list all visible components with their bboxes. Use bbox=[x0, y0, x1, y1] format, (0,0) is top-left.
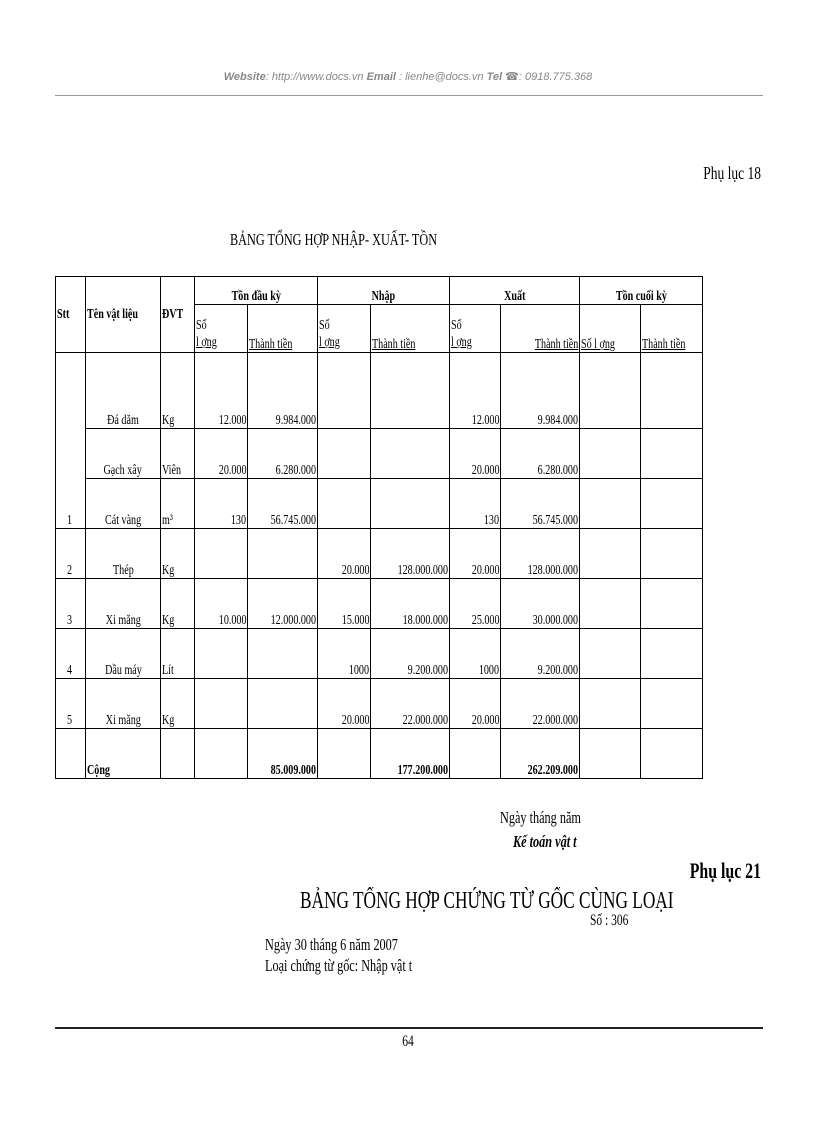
tel-label: Tel bbox=[486, 71, 503, 83]
appendix-18-label: Phụ lục 18 bbox=[703, 163, 761, 183]
cell-stt: 3 bbox=[56, 579, 86, 629]
cell-stt: 1 bbox=[56, 479, 86, 529]
cell-open-amt: 9.984.000 bbox=[248, 353, 318, 429]
cell-in-qty: 1000 bbox=[318, 629, 371, 679]
cell-in-amt: 9.200.000 bbox=[371, 629, 450, 679]
cell-stt bbox=[56, 353, 86, 429]
signature-role: Kế toán vật t bbox=[513, 832, 577, 851]
table-row bbox=[56, 429, 703, 479]
header-unit: ĐVT bbox=[161, 277, 195, 353]
cell-name: Thép bbox=[86, 529, 161, 579]
cell-closing bbox=[580, 479, 641, 529]
tel-value: ☎: 0918.775.368 bbox=[502, 71, 593, 83]
cell-out-qty: 20.000 bbox=[450, 529, 501, 579]
cell-unit: m³ bbox=[161, 479, 195, 529]
cell-out-qty: 20.000 bbox=[450, 429, 501, 479]
subheader-amount: Thành tiền bbox=[641, 305, 703, 353]
header-divider bbox=[55, 95, 763, 96]
signature-date: Ngày tháng năm bbox=[500, 808, 581, 827]
cell-in-amt bbox=[371, 429, 450, 479]
cell-in-amt: 18.000.000 bbox=[371, 579, 450, 629]
cell-unit: Kg bbox=[161, 679, 195, 729]
table-title: BẢNG TỔNG HỢP NHẬP- XUẤT- TỒN bbox=[230, 230, 438, 249]
cell-open-qty: 130 bbox=[195, 479, 248, 529]
total-label: Cộng bbox=[86, 729, 161, 779]
cell-open-qty bbox=[195, 629, 248, 679]
total-opening-amount: 85.009.000 bbox=[248, 729, 318, 779]
cell-open-amt bbox=[248, 529, 318, 579]
header-material-name: Tên vật liệu bbox=[86, 277, 161, 353]
email-value: : lienhe@docs.vn bbox=[395, 71, 487, 83]
cell-unit: Kg bbox=[161, 579, 195, 629]
cell-stt bbox=[56, 429, 86, 479]
page-header bbox=[0, 70, 816, 83]
cell-open-amt: 6.280.000 bbox=[248, 429, 318, 479]
website-value: : http://www.docs.vn bbox=[265, 71, 367, 83]
cell-out-qty: 20.000 bbox=[450, 679, 501, 729]
header-closing-balance: Tồn cuối kỳ bbox=[580, 277, 703, 305]
total-unit-cell bbox=[161, 729, 195, 779]
email-label: Email bbox=[366, 71, 396, 83]
total-cell bbox=[195, 729, 248, 779]
cell-unit: Viên bbox=[161, 429, 195, 479]
page-number: 64 bbox=[402, 1033, 414, 1050]
document-date: Ngày 30 tháng 6 năm 2007 bbox=[265, 935, 398, 954]
cell-open-amt bbox=[248, 679, 318, 729]
subheader-quantity: Số l ợng bbox=[195, 305, 248, 353]
cell-closing bbox=[641, 579, 703, 629]
footer-divider bbox=[55, 1027, 763, 1029]
total-cell bbox=[318, 729, 371, 779]
subheader-quantity: Số l ợng bbox=[580, 305, 641, 353]
document-number: Số : 306 bbox=[590, 912, 629, 929]
cell-open-qty bbox=[195, 529, 248, 579]
header-stt: Stt bbox=[56, 277, 86, 353]
cell-in-qty bbox=[318, 353, 371, 429]
cell-closing bbox=[641, 353, 703, 429]
subheader-amount: Thành tiền bbox=[371, 305, 450, 353]
cell-unit: Kg bbox=[161, 353, 195, 429]
cell-in-amt: 128.000.000 bbox=[371, 529, 450, 579]
cell-closing bbox=[641, 529, 703, 579]
header-receipts: Nhập bbox=[318, 277, 450, 305]
cell-out-amt: 30.000.000 bbox=[501, 579, 580, 629]
website-label: Website bbox=[223, 71, 266, 83]
cell-in-qty bbox=[318, 429, 371, 479]
table-row bbox=[56, 629, 703, 679]
cell-in-qty bbox=[318, 479, 371, 529]
cell-open-amt: 12.000.000 bbox=[248, 579, 318, 629]
header-issues: Xuất bbox=[450, 277, 580, 305]
cell-out-amt: 9.200.000 bbox=[501, 629, 580, 679]
cell-closing bbox=[641, 429, 703, 479]
cell-name: Xi măng bbox=[86, 679, 161, 729]
cell-stt: 5 bbox=[56, 679, 86, 729]
table-row bbox=[56, 579, 703, 629]
total-cell bbox=[450, 729, 501, 779]
cell-closing bbox=[580, 353, 641, 429]
cell-out-qty: 130 bbox=[450, 479, 501, 529]
cell-closing bbox=[580, 629, 641, 679]
inventory-summary-table bbox=[55, 276, 703, 779]
cell-stt: 4 bbox=[56, 629, 86, 679]
total-cell bbox=[580, 729, 641, 779]
cell-closing bbox=[580, 429, 641, 479]
cell-out-amt: 128.000.000 bbox=[501, 529, 580, 579]
cell-out-qty: 1000 bbox=[450, 629, 501, 679]
subheader-amount: Thành tiền bbox=[248, 305, 318, 353]
subheader-quantity: Số l ợng bbox=[450, 305, 501, 353]
appendix-21-label: Phụ lục 21 bbox=[689, 858, 761, 883]
cell-closing bbox=[580, 679, 641, 729]
cell-closing bbox=[641, 629, 703, 679]
table-row bbox=[56, 529, 703, 579]
cell-out-qty: 25.000 bbox=[450, 579, 501, 629]
total-receipts-amount: 177.200.000 bbox=[371, 729, 450, 779]
cell-in-qty: 20.000 bbox=[318, 679, 371, 729]
document-type: Loại chứng từ gốc: Nhập vật t bbox=[265, 956, 413, 975]
cell-out-qty: 12.000 bbox=[450, 353, 501, 429]
cell-closing bbox=[641, 679, 703, 729]
table-row bbox=[56, 479, 703, 529]
cell-out-amt: 22.000.000 bbox=[501, 679, 580, 729]
cell-open-amt: 56.745.000 bbox=[248, 479, 318, 529]
table-row bbox=[56, 353, 703, 429]
cell-name: Dầu máy bbox=[86, 629, 161, 679]
cell-in-amt bbox=[371, 353, 450, 429]
cell-unit: Kg bbox=[161, 529, 195, 579]
cell-open-amt bbox=[248, 629, 318, 679]
cell-name: Xi măng bbox=[86, 579, 161, 629]
cell-open-qty: 20.000 bbox=[195, 429, 248, 479]
cell-out-amt: 6.280.000 bbox=[501, 429, 580, 479]
total-cell bbox=[641, 729, 703, 779]
total-issues-amount: 262.209.000 bbox=[501, 729, 580, 779]
header-opening-balance: Tồn đầu kỳ bbox=[195, 277, 318, 305]
cell-in-amt bbox=[371, 479, 450, 529]
cell-open-qty bbox=[195, 679, 248, 729]
subheader-amount: Thành tiền bbox=[501, 305, 580, 353]
cell-in-qty: 20.000 bbox=[318, 529, 371, 579]
cell-name: Gạch xây bbox=[86, 429, 161, 479]
table-row bbox=[56, 679, 703, 729]
cell-stt: 2 bbox=[56, 529, 86, 579]
cell-closing bbox=[641, 479, 703, 529]
cell-open-qty: 10.000 bbox=[195, 579, 248, 629]
cell-closing bbox=[580, 529, 641, 579]
cell-out-amt: 9.984.000 bbox=[501, 353, 580, 429]
total-stt-cell bbox=[56, 729, 86, 779]
cell-in-qty: 15.000 bbox=[318, 579, 371, 629]
cell-open-qty: 12.000 bbox=[195, 353, 248, 429]
cell-closing bbox=[580, 579, 641, 629]
cell-unit: Lít bbox=[161, 629, 195, 679]
subheader-quantity: Số l ợng bbox=[318, 305, 371, 353]
cell-in-amt: 22.000.000 bbox=[371, 679, 450, 729]
total-row bbox=[56, 729, 703, 779]
cell-out-amt: 56.745.000 bbox=[501, 479, 580, 529]
document-title: BẢNG TỔNG HỢP CHỨNG TỪ GỐC CÙNG LOẠI bbox=[300, 888, 674, 914]
cell-name: Đá dăm bbox=[86, 353, 161, 429]
cell-name: Cát vàng bbox=[86, 479, 161, 529]
